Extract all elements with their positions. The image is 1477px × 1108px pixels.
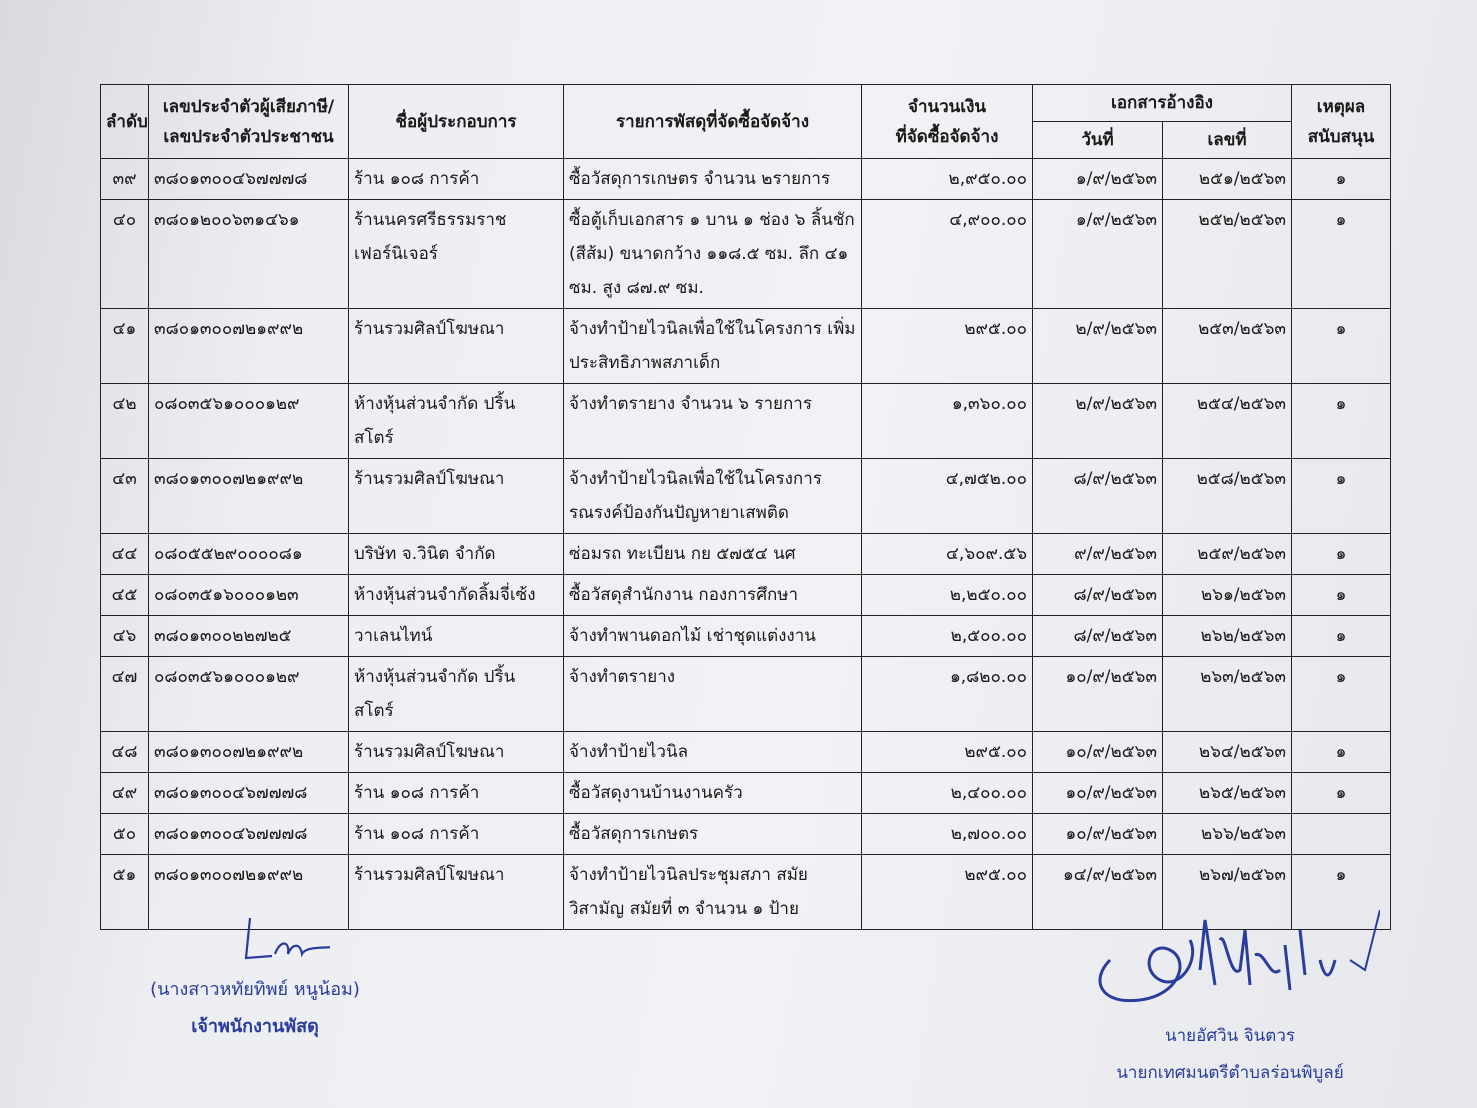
row-date: ๘/๙/๒๕๖๓ <box>1033 616 1163 657</box>
row-date: ๑/๙/๒๕๖๓ <box>1033 200 1163 309</box>
mayor-signature <box>1080 900 1380 1010</box>
row-taxid: ๓๘๐๑๓๐๐๗๒๑๙๙๒ <box>149 855 349 930</box>
row-date: ๑๐/๙/๒๕๖๓ <box>1033 657 1163 732</box>
table-body <box>101 159 1391 930</box>
row-amount: ๒,๙๕๐.๐๐ <box>862 159 1033 200</box>
table-row <box>101 575 1391 616</box>
row-vendor: ร้านรวมศิลป์โฆษณา <box>349 732 564 773</box>
row-items: ซื้อวัสดุการเกษตร จำนวน ๒รายการ <box>564 159 862 200</box>
table-row <box>101 732 1391 773</box>
row-no: ๕๑ <box>101 855 149 930</box>
table-row <box>101 384 1391 459</box>
row-date: ๑๔/๙/๒๕๖๓ <box>1033 855 1163 930</box>
row-items: จ้างทำป้ายไวนิลประชุมสภา สมัย วิสามัญ สมัยที่ ๓ จำนวน ๑ ป้าย <box>564 855 862 930</box>
row-amount: ๒,๕๐๐.๐๐ <box>862 616 1033 657</box>
row-items: จ้างทำพานดอกไม้ เช่าชุดแต่งงาน <box>564 616 862 657</box>
row-taxid: ๐๘๐๕๕๒๙๐๐๐๐๘๑ <box>149 534 349 575</box>
header-docno: เลขที่ <box>1163 122 1292 159</box>
row-date: ๑๐/๙/๒๕๖๓ <box>1033 814 1163 855</box>
row-no: ๔๗ <box>101 657 149 732</box>
officer-title: เจ้าพนักงานพัสดุ <box>191 1016 319 1037</box>
row-docno: ๒๕๔/๒๕๖๓ <box>1163 384 1292 459</box>
header-amount-line2: ที่จัดซื้อจัดจ้าง <box>895 126 999 147</box>
row-date: ๘/๙/๒๕๖๓ <box>1033 459 1163 534</box>
row-amount: ๒๙๕.๐๐ <box>862 732 1033 773</box>
header-amount-line1: จำนวนเงิน <box>907 96 987 117</box>
row-vendor: ร้าน ๑๐๘ การค้า <box>349 773 564 814</box>
row-taxid: ๓๘๐๑๓๐๐๗๒๑๙๙๒ <box>149 459 349 534</box>
row-items: ซ่อมรถ ทะเบียน กย ๕๗๕๔ นศ <box>564 534 862 575</box>
signature-block-mayor <box>1080 900 1380 1086</box>
row-taxid: ๓๘๐๑๒๐๐๖๓๑๔๖๑ <box>149 200 349 309</box>
row-vendor: ร้านรวมศิลป์โฆษณา <box>349 459 564 534</box>
row-docno: ๒๖๗/๒๕๖๓ <box>1163 855 1292 930</box>
mayor-name: นายอัศวิน จินตวร <box>1165 1026 1295 1046</box>
table-row <box>101 200 1391 309</box>
row-no: ๔๔ <box>101 534 149 575</box>
row-amount: ๔,๙๐๐.๐๐ <box>862 200 1033 309</box>
row-items: ซื้อวัสดุงานบ้านงานครัว <box>564 773 862 814</box>
row-reason: ๑ <box>1292 309 1391 384</box>
table-row <box>101 814 1391 855</box>
row-items: จ้างทำป้ายไวนิลเพื่อใช้ในโครงการ รณรงค์ป้องกันปัญหายาเสพติด <box>564 459 862 534</box>
header-taxid-line2: เลขประจำตัวประชาชน <box>163 126 334 147</box>
row-reason: ๑ <box>1292 732 1391 773</box>
row-taxid: ๐๘๐๓๕๖๑๐๐๐๑๒๙ <box>149 384 349 459</box>
header-amount <box>862 85 1033 159</box>
row-no: ๔๓ <box>101 459 149 534</box>
row-docno: ๒๕๘/๒๕๖๓ <box>1163 459 1292 534</box>
header-taxid-line1: เลขประจำตัวผู้เสียภาษี/ <box>162 96 335 117</box>
row-no: ๔๙ <box>101 773 149 814</box>
row-docno: ๒๕๒/๒๕๖๓ <box>1163 200 1292 309</box>
header-items: รายการพัสดุที่จัดซื้อจัดจ้าง <box>564 85 862 159</box>
row-amount: ๒๙๕.๐๐ <box>862 855 1033 930</box>
row-docno: ๒๖๖/๒๕๖๓ <box>1163 814 1292 855</box>
row-vendor: ห้างหุ้นส่วนจำกัด ปริ้น สโตร์ <box>349 657 564 732</box>
row-no: ๔๘ <box>101 732 149 773</box>
header-date: วันที่ <box>1033 122 1163 159</box>
row-docno: ๒๖๕/๒๕๖๓ <box>1163 773 1292 814</box>
row-vendor: ห้างหุ้นส่วนจำกัดลิ้มจี่เซ้ง <box>349 575 564 616</box>
row-reason: ๑ <box>1292 855 1391 930</box>
row-docno: ๒๖๓/๒๕๖๓ <box>1163 657 1292 732</box>
row-docno: ๒๕๓/๒๕๖๓ <box>1163 309 1292 384</box>
row-items: จ้างทำตรายาง จำนวน ๖ รายการ <box>564 384 862 459</box>
officer-signature <box>180 910 330 970</box>
row-vendor: ห้างหุ้นส่วนจำกัด ปริ้น สโตร์ <box>349 384 564 459</box>
row-no: ๔๖ <box>101 616 149 657</box>
row-reason: ๑ <box>1292 384 1391 459</box>
procurement-table <box>100 84 1391 930</box>
row-amount: ๔,๖๐๙.๕๖ <box>862 534 1033 575</box>
officer-name: (นางสาวหทัยทิพย์ หนูน้อม) <box>150 979 360 1000</box>
row-vendor: บริษัท จ.วินิต จำกัด <box>349 534 564 575</box>
row-items: จ้างทำป้ายไวนิลเพื่อใช้ในโครงการ เพิ่มประสิทธิภาพสภาเด็ก <box>564 309 862 384</box>
table-row <box>101 459 1391 534</box>
row-amount: ๒๙๕.๐๐ <box>862 309 1033 384</box>
header-reference: เอกสารอ้างอิง <box>1033 85 1292 122</box>
row-amount: ๒,๔๐๐.๐๐ <box>862 773 1033 814</box>
row-reason <box>1292 814 1391 855</box>
header-reason <box>1292 85 1391 159</box>
header-taxid <box>149 85 349 159</box>
row-amount: ๒,๒๕๐.๐๐ <box>862 575 1033 616</box>
header-no: ลำดับ <box>101 85 149 159</box>
row-vendor: ร้าน ๑๐๘ การค้า <box>349 814 564 855</box>
row-amount: ๑,๓๖๐.๐๐ <box>862 384 1033 459</box>
row-date: ๘/๙/๒๕๖๓ <box>1033 575 1163 616</box>
row-taxid: ๐๘๐๓๕๑๖๐๐๐๑๒๓ <box>149 575 349 616</box>
table-row <box>101 159 1391 200</box>
signature-block-officer <box>120 910 390 1040</box>
row-no: ๔๐ <box>101 200 149 309</box>
header-vendor: ชื่อผู้ประกอบการ <box>349 85 564 159</box>
row-items: ซื้อวัสดุสำนักงาน กองการศึกษา <box>564 575 862 616</box>
table-row <box>101 309 1391 384</box>
row-vendor: ร้านนครศรีธรรมราช เฟอร์นิเจอร์ <box>349 200 564 309</box>
row-date: ๒/๙/๒๕๖๓ <box>1033 384 1163 459</box>
row-docno: ๒๖๑/๒๕๖๓ <box>1163 575 1292 616</box>
row-items: ซื้อวัสดุการเกษตร <box>564 814 862 855</box>
row-items: ซื้อตู้เก็บเอกสาร ๑ บาน ๑ ช่อง ๖ ลิ้นชัก (สีส้ม) ขนาดกว้าง ๑๑๘.๕ ซม. ลึก ๔๑ ซม. สูง ๘๗.๙ ซม. <box>564 200 862 309</box>
row-date: ๑๐/๙/๒๕๖๓ <box>1033 773 1163 814</box>
row-no: ๔๑ <box>101 309 149 384</box>
row-taxid: ๐๘๐๓๕๖๑๐๐๐๑๒๙ <box>149 657 349 732</box>
row-reason: ๑ <box>1292 459 1391 534</box>
row-taxid: ๓๘๐๑๓๐๐๗๒๑๙๙๒ <box>149 732 349 773</box>
table-row <box>101 534 1391 575</box>
row-amount: ๔,๗๕๒.๐๐ <box>862 459 1033 534</box>
row-docno: ๒๕๑/๒๕๖๓ <box>1163 159 1292 200</box>
row-reason: ๑ <box>1292 159 1391 200</box>
row-reason: ๑ <box>1292 616 1391 657</box>
row-reason: ๑ <box>1292 200 1391 309</box>
header-reason-line2: สนับสนุน <box>1307 126 1375 147</box>
table-row <box>101 616 1391 657</box>
row-date: ๑/๙/๒๕๖๓ <box>1033 159 1163 200</box>
row-date: ๒/๙/๒๕๖๓ <box>1033 309 1163 384</box>
row-taxid: ๓๘๐๑๓๐๐๗๒๑๙๙๒ <box>149 309 349 384</box>
row-items: จ้างทำป้ายไวนิล <box>564 732 862 773</box>
row-no: ๓๙ <box>101 159 149 200</box>
row-reason: ๑ <box>1292 773 1391 814</box>
row-taxid: ๓๘๐๑๓๐๐๒๒๗๒๕ <box>149 616 349 657</box>
row-taxid: ๓๘๐๑๓๐๐๔๖๗๗๗๘ <box>149 814 349 855</box>
row-no: ๕๐ <box>101 814 149 855</box>
row-date: ๙/๙/๒๕๖๓ <box>1033 534 1163 575</box>
table-row <box>101 657 1391 732</box>
row-vendor: ร้านรวมศิลป์โฆษณา <box>349 855 564 930</box>
row-taxid: ๓๘๐๑๓๐๐๔๖๗๗๗๘ <box>149 159 349 200</box>
mayor-title: นายกเทศมนตรีตำบลร่อนพิบูลย์ <box>1116 1063 1344 1083</box>
row-reason: ๑ <box>1292 657 1391 732</box>
header-reason-line1: เหตุผล <box>1316 96 1366 117</box>
row-docno: ๒๕๙/๒๕๖๓ <box>1163 534 1292 575</box>
row-docno: ๒๖๔/๒๕๖๓ <box>1163 732 1292 773</box>
row-amount: ๒,๗๐๐.๐๐ <box>862 814 1033 855</box>
row-no: ๔๒ <box>101 384 149 459</box>
table-header <box>101 85 1391 159</box>
row-vendor: ร้านรวมศิลป์โฆษณา <box>349 309 564 384</box>
row-taxid: ๓๘๐๑๓๐๐๔๖๗๗๗๘ <box>149 773 349 814</box>
row-date: ๑๐/๙/๒๕๖๓ <box>1033 732 1163 773</box>
row-reason: ๑ <box>1292 534 1391 575</box>
row-vendor: วาเลนไทน์ <box>349 616 564 657</box>
row-reason: ๑ <box>1292 575 1391 616</box>
table-row <box>101 773 1391 814</box>
row-amount: ๑,๘๒๐.๐๐ <box>862 657 1033 732</box>
row-vendor: ร้าน ๑๐๘ การค้า <box>349 159 564 200</box>
row-docno: ๒๖๒/๒๕๖๓ <box>1163 616 1292 657</box>
row-no: ๔๕ <box>101 575 149 616</box>
row-items: จ้างทำตรายาง <box>564 657 862 732</box>
